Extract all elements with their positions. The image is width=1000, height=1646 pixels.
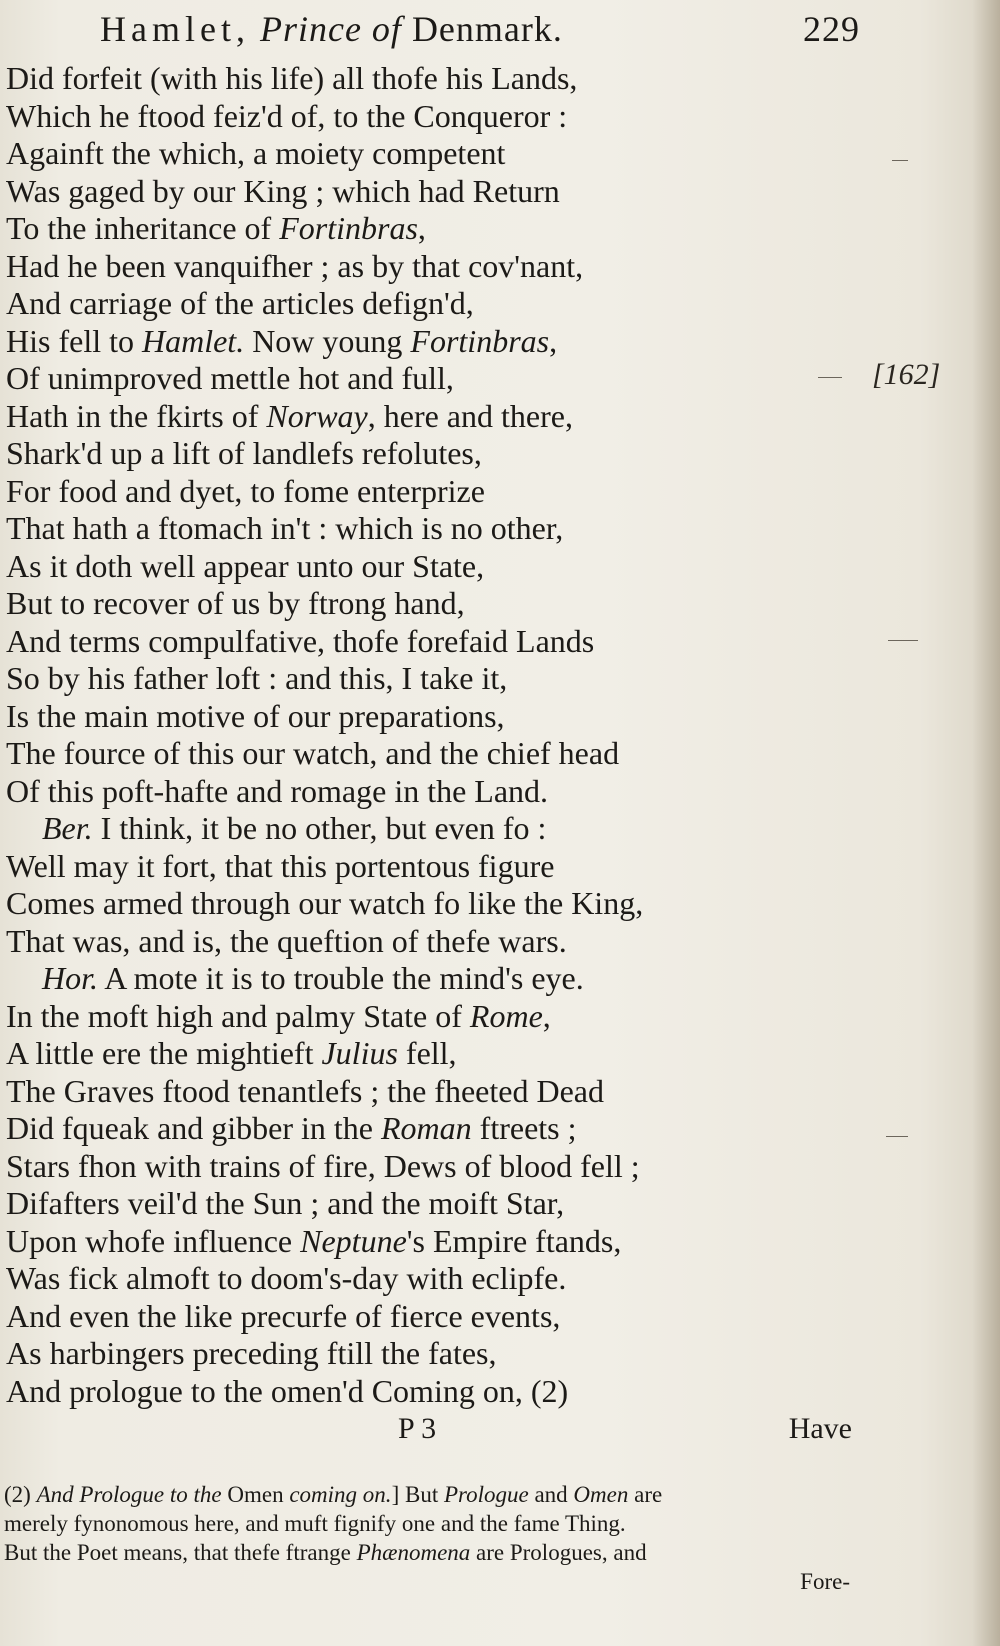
verse-line [6, 660, 766, 698]
footnote-line [4, 1567, 850, 1596]
italic-name: Fortinbras [279, 210, 418, 246]
line-text: , here and there, [367, 397, 573, 434]
line-text: Was fick almoft to doom's-day with eclipfe. [6, 1260, 567, 1296]
line-text: I think, it be no other, but even fo : [92, 810, 547, 846]
page-number: 229 [803, 9, 860, 49]
line-text: Comes armed through our watch fo like the King, [6, 885, 644, 921]
verse-line [6, 510, 766, 548]
verse-line [6, 735, 766, 773]
verse-line [6, 1185, 766, 1223]
line-text: In the moft high and palmy State of [6, 997, 470, 1034]
verse-text [6, 60, 766, 1410]
header-title-denmark: Denmark. [411, 9, 563, 49]
italic-name: Neptune [300, 1222, 407, 1259]
verse-line [6, 1073, 766, 1111]
line-text: And terms compulfative, thofe forefaid Lands [6, 622, 595, 659]
line-text: Did fqueak and gibber in the [6, 1110, 381, 1146]
italic-name: Julius [321, 1035, 398, 1071]
line-text: The fource of this our watch, and the chief head [6, 735, 620, 771]
line-text: Of this poft-hafte and romage in the Land. [6, 772, 549, 809]
line-text: His fell to [6, 322, 142, 359]
verse-line [6, 885, 766, 923]
footnote-text: ] But [391, 1482, 444, 1507]
footnote-text: Omen [221, 1482, 290, 1507]
verse-line [6, 923, 766, 961]
verse-line [6, 360, 766, 398]
footnote [4, 1480, 850, 1596]
line-text: A mote it is to trouble the mind's eye. [98, 960, 584, 996]
verse-line [6, 473, 766, 511]
line-text: Now young [244, 322, 411, 359]
verse-line [6, 1148, 766, 1186]
verse-line [6, 1298, 766, 1336]
line-text: ftreets ; [471, 1110, 577, 1146]
verse-line [6, 623, 766, 661]
verse-line [6, 960, 766, 998]
header-title-prince: Prince of [259, 9, 402, 49]
verse-line [6, 773, 766, 811]
speaker-name: Ber. [42, 810, 93, 846]
line-text: Hath in the fkirts of [6, 397, 267, 434]
verse-line [6, 1110, 766, 1148]
line-text: That was, and is, the queftion of thefe wars. [6, 922, 567, 959]
footnote-line [4, 1480, 850, 1509]
verse-line [6, 1335, 766, 1373]
footnote-italic: Omen [573, 1482, 629, 1507]
line-text: The Graves ftood tenantlefs ; the fheeted Dead [6, 1072, 604, 1109]
margin-dash [818, 377, 842, 378]
line-text: And prologue to the omen'd Coming on, (2) [6, 1372, 569, 1409]
verse-line [6, 323, 766, 361]
margin-dash [886, 1136, 908, 1137]
line-text: Of unimproved mettle hot and full, [6, 360, 454, 396]
margin-dash [888, 640, 918, 641]
footnote-text: Fore- [800, 1569, 850, 1594]
line-text: To the inheritance of [6, 210, 280, 246]
line-text: fell, [397, 1035, 457, 1071]
page-edge-shadow [972, 0, 1000, 1646]
footnote-text: are [628, 1482, 663, 1507]
line-text: Well may it fort, that this portentous figure [6, 847, 555, 884]
footnote-text: But the Poet means, that thefe ftrange [4, 1540, 357, 1565]
line-text: Is the main motive of our preparations, [6, 697, 505, 734]
footnote-text: are Prologues, and [470, 1540, 647, 1565]
verse-line [6, 810, 766, 848]
verse-line [6, 248, 766, 286]
footnote-text: merely fynonomous here, and muft fignify one and the fame Thing. [4, 1511, 626, 1536]
verse-line [6, 285, 766, 323]
line-text: That hath a ftomach in't : which is no other, [6, 510, 564, 546]
verse-line [6, 435, 766, 473]
margin-line-number: [162] [872, 358, 941, 391]
line-text: , [417, 210, 426, 246]
line-text: Difafters veil'd the Sun ; and the moift Star, [6, 1185, 565, 1221]
footnote-line [4, 1538, 850, 1567]
line-text: Stars fhon with trains of fire, Dews of blood fell ; [6, 1147, 640, 1184]
catchword: Have [788, 1412, 852, 1445]
line-text: As it doth well appear unto our State, [6, 547, 485, 584]
verse-line [6, 698, 766, 736]
italic-name: Fortinbras [410, 322, 550, 359]
line-text: And carriage of the articles defign'd, [6, 285, 474, 321]
header-title-hamlet: Hamlet, [100, 9, 250, 49]
footnote-line [4, 1509, 850, 1538]
line-text: And even the like precurfe of fierce events, [6, 1297, 561, 1334]
signature-mark: P 3 [398, 1412, 437, 1445]
line-text: As harbingers preceding ftill the fates, [6, 1335, 497, 1371]
italic-name: Norway [266, 397, 368, 434]
catchline [0, 1412, 860, 1452]
verse-line [6, 210, 766, 248]
margin-dash [892, 160, 908, 161]
verse-line [6, 135, 766, 173]
italic-name: Hamlet. [141, 322, 245, 359]
verse-line [6, 60, 766, 98]
footnote-italic: And Prologue to the [36, 1482, 222, 1507]
verse-line [6, 848, 766, 886]
footnote-italic: Prologue [443, 1482, 529, 1507]
verse-line [6, 173, 766, 211]
footnote-italic: Phænomena [356, 1540, 471, 1565]
verse-line [6, 585, 766, 623]
line-text: So by his father loft : and this, I take it, [6, 660, 508, 696]
line-text: Shark'd up a lift of landlefs refolutes, [6, 435, 482, 471]
line-text: Upon whofe influence [6, 1222, 301, 1259]
verse-line [6, 398, 766, 436]
line-text: Did forfeit (with his life) all thofe his Lands, [6, 60, 578, 96]
line-text: Againft the which, a moiety competent [6, 135, 506, 171]
footnote-text: (2) [4, 1482, 37, 1507]
verse-line [6, 998, 766, 1036]
verse-line [6, 1223, 766, 1261]
footnote-text: and [528, 1482, 574, 1507]
line-text: 's Empire ftands, [406, 1222, 622, 1259]
line-text: Which he ftood feiz'd of, to the Conqueror : [6, 97, 568, 134]
verse-line [6, 1035, 766, 1073]
verse-line [6, 1373, 766, 1411]
line-text: , [542, 997, 551, 1034]
footnote-italic: coming on. [289, 1482, 392, 1507]
line-text: For food and dyet, to fome enterprize [6, 472, 485, 509]
speaker-name: Hor. [42, 960, 99, 996]
line-text: A little ere the mightieft [6, 1035, 322, 1071]
line-text: , [549, 322, 558, 359]
italic-name: Roman [381, 1110, 472, 1146]
italic-name: Rome [469, 997, 543, 1034]
running-header [100, 8, 860, 58]
verse-line [6, 548, 766, 586]
line-text: Had he been vanquifher ; as by that cov'nant, [6, 247, 584, 284]
line-text: But to recover of us by ftrong hand, [6, 585, 465, 621]
line-text: Was gaged by our King ; which had Return [6, 172, 560, 209]
verse-line [6, 98, 766, 136]
verse-line [6, 1260, 766, 1298]
